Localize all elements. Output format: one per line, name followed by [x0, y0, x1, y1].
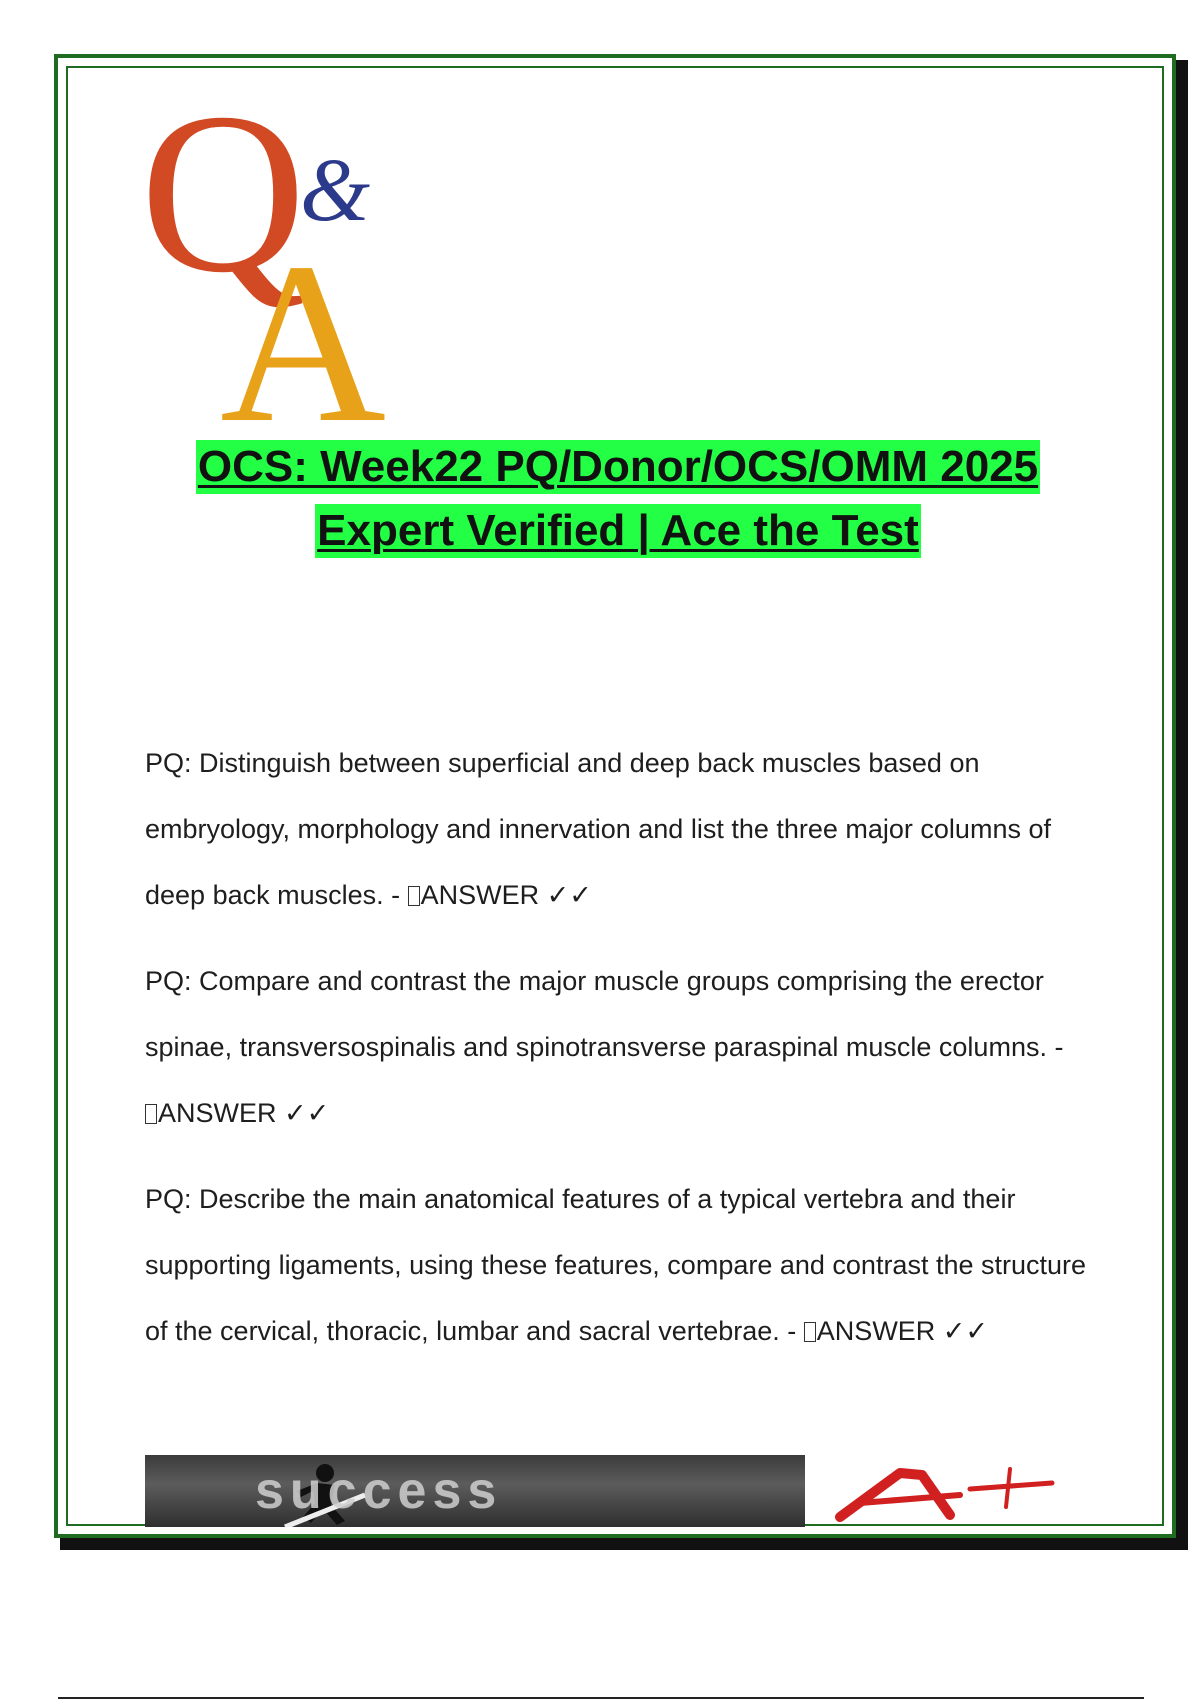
- missing-glyph-icon: [804, 1322, 816, 1342]
- logo-ampersand: &: [300, 141, 371, 240]
- answer-label: ANSWER ✓✓: [816, 1316, 989, 1346]
- question-item: [145, 948, 1105, 1146]
- answer-label: ANSWER ✓✓: [158, 1098, 330, 1128]
- document-title: [0, 440, 1200, 568]
- success-word: success: [255, 1462, 503, 1520]
- question-text: PQ: Describe the main anatomical features of a typical vertebra and their supporting ligaments, using these features, compare and contrast the structure of the cervical, thoracic, lumbar and sacral vertebrae. -: [145, 1184, 1087, 1346]
- question-text: PQ: Compare and contrast the major muscle groups comprising the erector spinae, transversospinalis and spinotransverse paraspinal muscle columns. -: [145, 966, 1064, 1062]
- answer-tag: [408, 880, 592, 910]
- answer-tag: [804, 1316, 988, 1346]
- logo-a-letter: A: [220, 215, 387, 430]
- title-line-2: Expert Verified | Ace the Test: [315, 504, 921, 558]
- question-item: [145, 730, 1105, 928]
- missing-glyph-icon: [145, 1104, 157, 1124]
- qa-logo: [140, 70, 440, 430]
- question-text: PQ: Distinguish between superficial and deep back muscles based on embryology, morphology and innervation and list the three major columns of deep back muscles. -: [145, 748, 1051, 910]
- missing-glyph-icon: [408, 886, 420, 906]
- a-plus-grade-icon: [830, 1455, 1060, 1535]
- answer-tag: [145, 1098, 329, 1128]
- question-list: [145, 730, 1105, 1384]
- question-item: [145, 1166, 1105, 1364]
- title-line-1: OCS: Week22 PQ/Donor/OCS/OMM 2025: [196, 440, 1040, 494]
- logo-q-letter: Q: [140, 70, 307, 320]
- footer-divider: [58, 1697, 1144, 1699]
- success-banner-image: [145, 1455, 805, 1527]
- answer-label: ANSWER ✓✓: [420, 880, 592, 910]
